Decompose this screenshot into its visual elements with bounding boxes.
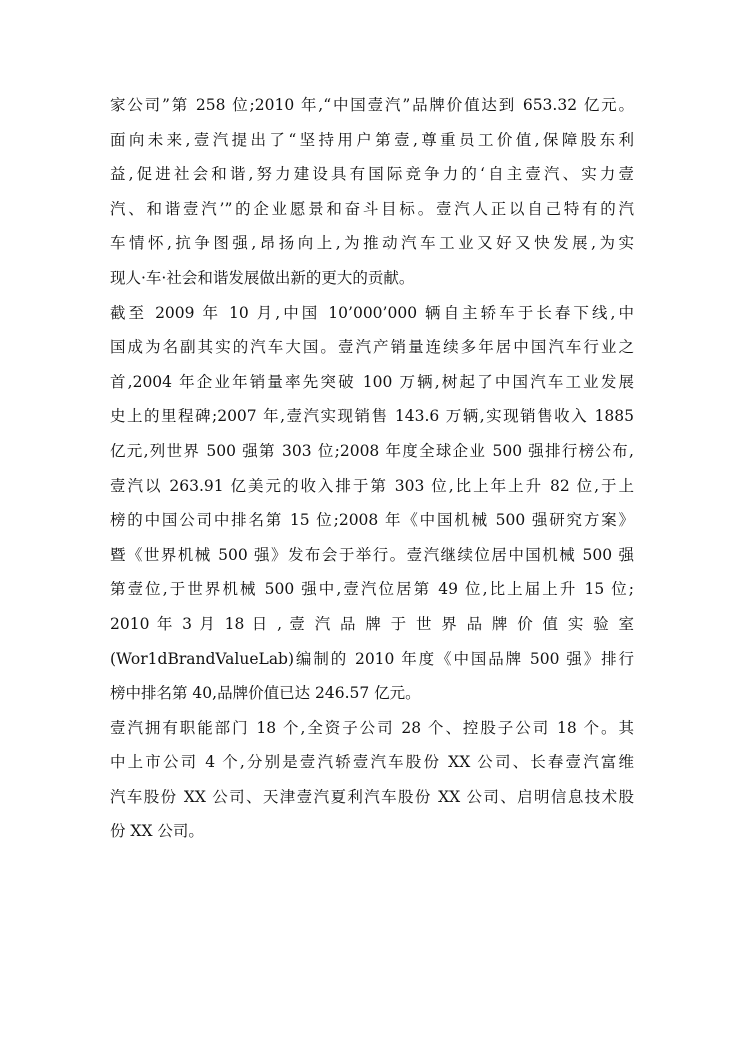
text-line: 壹汽以 263.91 亿美元的收入排于第 303 位,比上年上升 82 位,于上 (110, 476, 634, 495)
text-line: 暨《世界机械 500 强》发布会于举行。壹汽继续位居中国机械 500 强 (110, 545, 634, 564)
body-text (110, 88, 634, 849)
text-line: (Wor1dBrandValueLab)编制的 2010 年度《中国品牌 500 强》排行 (110, 649, 634, 668)
text-line: 汽、和谐壹汽’”的企业愿景和奋斗目标。壹汽人正以自己特有的汽 (110, 199, 634, 218)
text-line: 益,促进社会和谐,努力建设具有国际竞争力的‘自主壹汽、实力壹 (110, 165, 634, 184)
paragraph-production-rankings (110, 296, 634, 711)
text-line: 中上市公司 4 个,分别是壹汽轿壹汽车股份 XX 公司、长春壹汽富维 (110, 753, 634, 772)
text-line: 车情怀,抗争图强,昂扬向上,为推动汽车工业又好又快发展,为实 (110, 234, 634, 253)
text-line: 现人·车·社会和谐发展做出新的更大的贡献。 (110, 268, 415, 287)
text-line: 首,2004 年企业年销量率先突破 100 万辆,树起了中国汽车工业发展 (110, 372, 634, 391)
text-line: 家公司”第 258 位;2010 年,“中国壹汽”品牌价值达到 653.32 亿元。 (110, 96, 634, 114)
text-line: 截至 2009 年 10 月,中国 10’000’000 辆自主轿车于长春下线,中 (110, 303, 634, 322)
text-line: 面向未来,壹汽提出了“坚持用户第壹,尊重员工价值,保障股东利 (110, 130, 634, 149)
text-line: 份 XX 公司。 (110, 822, 204, 841)
text-line: 国成为名副其实的汽车大国。壹汽产销量连续多年居中国汽车行业之 (110, 338, 634, 357)
text-line: 史上的里程碑;2007 年,壹汽实现销售 143.6 万辆,实现销售收入 1885 (110, 407, 634, 426)
text-line: 榜的中国公司中排名第 15 位;2008 年《中国机械 500 强研究方案》 (110, 511, 634, 530)
paragraph-brand-vision (110, 88, 634, 296)
text-line: 壹汽拥有职能部门 18 个,全资子公司 28 个、控股子公司 18 个。其 (110, 718, 634, 737)
paragraph-subsidiaries (110, 711, 634, 849)
text-line: 榜中排名第 40,品牌价值已达 246.57 亿元。 (110, 684, 421, 703)
text-line: 汽车股份 XX 公司、天津壹汽夏利汽车股份 XX 公司、启明信息技术股 (110, 787, 634, 806)
text-line: 亿元,列世界 500 强第 303 位;2008 年度全球企业 500 强排行榜公布, (110, 441, 634, 460)
text-line: 第壹位,于世界机械 500 强中,壹汽位居第 49 位,比上届上升 15 位; (110, 580, 634, 599)
text-line: 2010 年 3 月 18 日 , 壹 汽 品 牌 于 世 界 品 牌 价 值 实 验 室 (110, 614, 634, 633)
